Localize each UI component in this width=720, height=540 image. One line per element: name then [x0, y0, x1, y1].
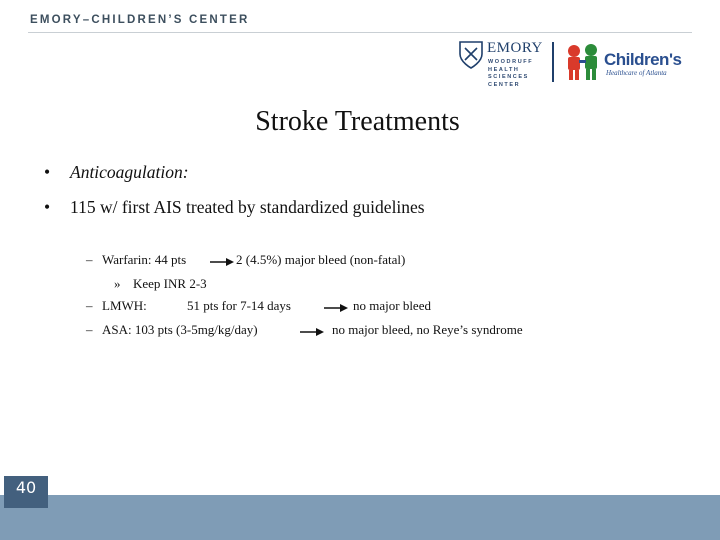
page-number: 40 — [15, 478, 37, 497]
childrens-kids-logo-icon — [562, 42, 604, 82]
lmwh-text: 51 pts for 7-14 days — [187, 298, 291, 313]
emory-logo-subtitle: WOODRUFF HEALTH SCIENCES CENTER — [488, 59, 534, 88]
bullet-first-ais — [44, 197, 425, 218]
arrow-right-icon — [210, 257, 234, 267]
warfarin-text: Warfarin: 44 pts — [102, 252, 187, 267]
asa-text: ASA: 103 pts (3-5mg/kg/day) — [102, 322, 258, 337]
lmwh-outcome: no major bleed — [353, 298, 431, 313]
asa-outcome: no major bleed, no Reye’s syndrome — [332, 322, 523, 337]
inr-mark: » — [114, 276, 121, 291]
arrow-right-icon — [324, 303, 348, 313]
childrens-logo-text: Children's — [604, 50, 682, 69]
sub-item-warfarin-dash: – — [86, 252, 93, 267]
sub-item-lmwh-dash: – — [86, 298, 93, 313]
sub-item-asa-dash: – — [86, 322, 93, 337]
warfarin-outcome: 2 (4.5%) major bleed (non-fatal) — [236, 252, 406, 267]
bullet-dot: • — [44, 162, 51, 182]
emory-logo-text: EMORY — [487, 40, 543, 56]
emory-shield-icon — [458, 40, 484, 70]
bullet-text: Anticoagulation: — [70, 162, 189, 182]
header-divider — [28, 32, 692, 33]
slide-title-text: Stroke Treatments — [255, 106, 460, 137]
slide-title — [0, 106, 715, 138]
bullet-text: 115 w/ first AIS treated by standardized guidelines — [70, 197, 425, 217]
childrens-logo-subtitle: Healthcare of Atlanta — [606, 69, 667, 77]
bullet-anticoagulation — [44, 162, 189, 183]
footer-bar — [0, 495, 720, 540]
logo-divider — [552, 42, 554, 82]
bullet-dot: • — [44, 197, 51, 217]
center-header-title: EMORY–CHILDREN’S CENTER — [30, 14, 250, 26]
lmwh-label: LMWH: — [102, 298, 147, 313]
inr-text: Keep INR 2-3 — [133, 276, 207, 291]
arrow-right-icon — [300, 327, 324, 337]
